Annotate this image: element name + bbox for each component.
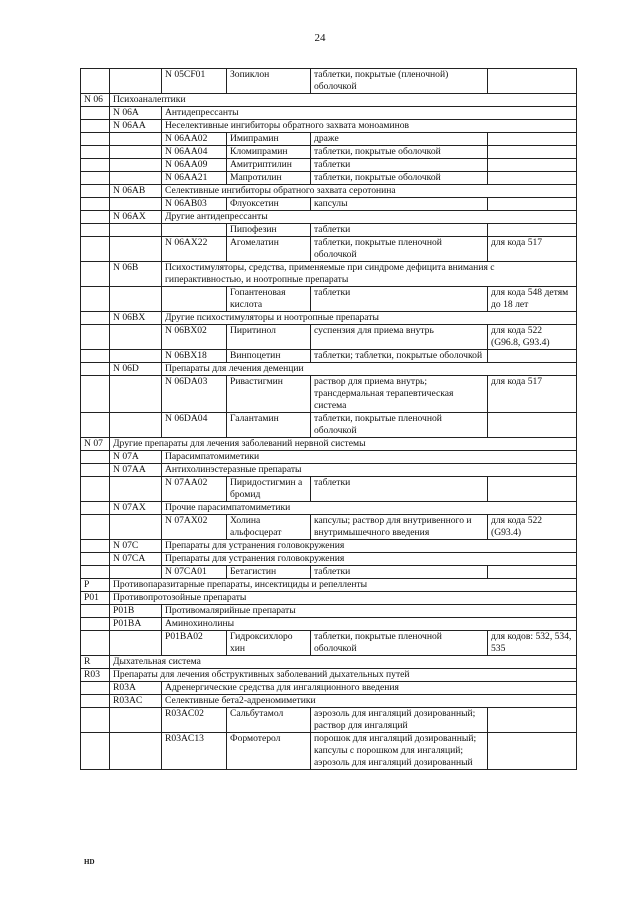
subgroup-code-cell <box>110 350 162 363</box>
table-row <box>81 464 577 477</box>
atc-code-cell: P01BA02 <box>162 631 227 656</box>
dosage-form-cell: суспензия для приема внутрь <box>311 325 488 350</box>
group-code-cell <box>81 363 110 376</box>
group-code-cell: P01 <box>81 592 110 605</box>
subgroup-code-cell <box>110 224 162 237</box>
group-title-cell: Адренергические средства для ингаляционного введения <box>162 682 577 695</box>
table-row <box>81 325 577 350</box>
group-title-cell: Противомалярийные препараты <box>162 605 577 618</box>
table-row <box>81 669 577 682</box>
subgroup-code-cell: N 06AB <box>110 185 162 198</box>
group-code-cell <box>81 146 110 159</box>
group-code-cell <box>81 107 110 120</box>
group-code-cell <box>81 515 110 540</box>
note-cell <box>488 198 577 211</box>
table-row <box>81 695 577 708</box>
subgroup-code-cell <box>110 198 162 211</box>
group-title-cell: Противопаразитарные препараты, инсектициды и репелленты <box>110 579 577 592</box>
note-cell <box>488 566 577 579</box>
group-title-cell: Парасимпатомиметики <box>162 451 577 464</box>
table-row <box>81 656 577 669</box>
drug-name-cell: Пиритинол <box>227 325 311 350</box>
drug-name-cell: Холина альфосцерат <box>227 515 311 540</box>
table-row <box>81 120 577 133</box>
subgroup-code-cell <box>110 325 162 350</box>
dosage-form-cell: таблетки; таблетки, покрытые оболочкой <box>311 350 488 363</box>
atc-code-cell: N 07AX02 <box>162 515 227 540</box>
dosage-form-cell: капсулы <box>311 198 488 211</box>
table-row <box>81 237 577 262</box>
table-row <box>81 631 577 656</box>
table-row <box>81 185 577 198</box>
group-title-cell: Селективные ингибиторы обратного захвата серотонина <box>162 185 577 198</box>
table-row <box>81 198 577 211</box>
atc-code-cell: N 07CA01 <box>162 566 227 579</box>
table-body <box>81 69 577 770</box>
note-cell <box>488 133 577 146</box>
table-row <box>81 211 577 224</box>
atc-code-cell: N 06BX02 <box>162 325 227 350</box>
group-code-cell <box>81 477 110 502</box>
table-row <box>81 287 577 312</box>
group-code-cell <box>81 566 110 579</box>
group-title-cell: Антидепрессанты <box>162 107 577 120</box>
subgroup-code-cell: N 07CA <box>110 553 162 566</box>
group-code-cell <box>81 553 110 566</box>
dosage-form-cell: таблетки, покрытые оболочкой <box>311 146 488 159</box>
subgroup-code-cell: P01B <box>110 605 162 618</box>
table-row <box>81 146 577 159</box>
drug-name-cell: Пиридостигмин а бромид <box>227 477 311 502</box>
group-code-cell <box>81 211 110 224</box>
group-code-cell <box>81 540 110 553</box>
subgroup-code-cell: N 07C <box>110 540 162 553</box>
group-title-cell: Антихолинэстеразные препараты <box>162 464 577 477</box>
dosage-form-cell: аэрозоль для ингаляций дозированный; раствор для ингаляций <box>311 708 488 733</box>
group-code-cell <box>81 451 110 464</box>
group-code-cell <box>81 502 110 515</box>
table-row <box>81 451 577 464</box>
table-row <box>81 592 577 605</box>
note-cell <box>488 708 577 733</box>
group-title-cell: Психоаналептики <box>110 94 577 107</box>
note-cell <box>488 477 577 502</box>
table-row <box>81 159 577 172</box>
group-title-cell: Прочие парасимпатомиметики <box>162 502 577 515</box>
subgroup-code-cell: N 07AA <box>110 464 162 477</box>
subgroup-code-cell <box>110 146 162 159</box>
group-title-cell: Другие психостимуляторы и ноотропные препараты <box>162 312 577 325</box>
table-row <box>81 502 577 515</box>
table-row <box>81 376 577 413</box>
table-row <box>81 413 577 438</box>
subgroup-code-cell: N 06D <box>110 363 162 376</box>
subgroup-code-cell: N 06BX <box>110 312 162 325</box>
table-row <box>81 682 577 695</box>
note-cell: для кода 517 <box>488 376 577 413</box>
table-row <box>81 312 577 325</box>
dosage-form-cell: таблетки, покрытые оболочкой <box>311 172 488 185</box>
note-cell <box>488 224 577 237</box>
table-row <box>81 553 577 566</box>
group-code-cell <box>81 312 110 325</box>
atc-code-cell: N 06BX18 <box>162 350 227 363</box>
atc-code-cell: R03AC02 <box>162 708 227 733</box>
group-title-cell: Противопротозойные препараты <box>110 592 577 605</box>
dosage-form-cell: таблетки, покрытые пленочной оболочкой <box>311 237 488 262</box>
group-code-cell <box>81 413 110 438</box>
drug-name-cell: Ривастигмин <box>227 376 311 413</box>
group-code-cell <box>81 631 110 656</box>
atc-code-cell: N 06AA21 <box>162 172 227 185</box>
footer-mark: HD <box>84 858 95 866</box>
table-row <box>81 618 577 631</box>
drug-name-cell: Сальбутамол <box>227 708 311 733</box>
group-title-cell: Другие антидепрессанты <box>162 211 577 224</box>
group-title-cell: Препараты для устранения головокружения <box>162 540 577 553</box>
drug-name-cell: Винпоцетин <box>227 350 311 363</box>
group-code-cell <box>81 733 110 770</box>
group-code-cell <box>81 159 110 172</box>
subgroup-code-cell <box>110 376 162 413</box>
group-code-cell: P <box>81 579 110 592</box>
subgroup-code-cell: R03AC <box>110 695 162 708</box>
group-title-cell: Дыхательная система <box>110 656 577 669</box>
dosage-form-cell: таблетки, покрытые пленочной оболочкой <box>311 631 488 656</box>
dosage-form-cell: таблетки <box>311 224 488 237</box>
group-title-cell: Неселективные ингибиторы обратного захвата моноаминов <box>162 120 577 133</box>
dosage-form-cell: таблетки, покрытые (пленочной) оболочкой <box>311 69 488 94</box>
table-row <box>81 107 577 120</box>
subgroup-code-cell <box>110 631 162 656</box>
dosage-form-cell: капсулы; раствор для внутривенного и внутримышечного введения <box>311 515 488 540</box>
dosage-form-cell: таблетки <box>311 159 488 172</box>
subgroup-code-cell <box>110 287 162 312</box>
group-title-cell: Препараты для устранения головокружения <box>162 553 577 566</box>
group-code-cell <box>81 695 110 708</box>
group-title-cell: Другие препараты для лечения заболеваний нервной системы <box>110 438 577 451</box>
group-title-cell: Селективные бета2-адреномиметики <box>162 695 577 708</box>
subgroup-code-cell: N 07AX <box>110 502 162 515</box>
note-cell <box>488 69 577 94</box>
group-title-cell: Препараты для лечения деменции <box>162 363 577 376</box>
group-title-cell: Препараты для лечения обструктивных заболеваний дыхательных путей <box>110 669 577 682</box>
group-code-cell <box>81 120 110 133</box>
subgroup-code-cell <box>110 69 162 94</box>
table-row <box>81 172 577 185</box>
atc-code-cell: N 06AA09 <box>162 159 227 172</box>
group-code-cell: N 07 <box>81 438 110 451</box>
group-code-cell <box>81 605 110 618</box>
table-row <box>81 262 577 287</box>
drug-name-cell: Пипофезин <box>227 224 311 237</box>
table-row <box>81 438 577 451</box>
table-row <box>81 350 577 363</box>
subgroup-code-cell: R03A <box>110 682 162 695</box>
page-number: 24 <box>314 32 326 44</box>
group-code-cell: N 06 <box>81 94 110 107</box>
subgroup-code-cell <box>110 413 162 438</box>
atc-code-cell: N 06DA04 <box>162 413 227 438</box>
group-code-cell: R <box>81 656 110 669</box>
table-row <box>81 133 577 146</box>
note-cell: для кода 522 (G96.8, G93.4) <box>488 325 577 350</box>
drug-name-cell: Имипрамин <box>227 133 311 146</box>
group-code-cell <box>81 325 110 350</box>
subgroup-code-cell <box>110 172 162 185</box>
group-code-cell <box>81 172 110 185</box>
drug-name-cell: Гопантеновая кислота <box>227 287 311 312</box>
subgroup-code-cell: P01BA <box>110 618 162 631</box>
subgroup-code-cell <box>110 708 162 733</box>
group-code-cell <box>81 133 110 146</box>
atc-code-cell <box>162 287 227 312</box>
table-row <box>81 579 577 592</box>
subgroup-code-cell: N 06AA <box>110 120 162 133</box>
group-title-cell: Психостимуляторы, средства, применяемые при синдроме дефицита внимания с гиперактивностью, и ноотропные препараты <box>162 262 577 287</box>
group-code-cell <box>81 69 110 94</box>
dosage-form-cell: драже <box>311 133 488 146</box>
subgroup-code-cell <box>110 515 162 540</box>
drug-name-cell: Кломипрамин <box>227 146 311 159</box>
table-row <box>81 605 577 618</box>
group-code-cell <box>81 262 110 287</box>
group-code-cell <box>81 708 110 733</box>
note-cell <box>488 172 577 185</box>
atc-code-cell: R03AC13 <box>162 733 227 770</box>
dosage-form-cell: таблетки, покрытые пленочной оболочкой <box>311 413 488 438</box>
group-code-cell <box>81 287 110 312</box>
subgroup-code-cell: N 06B <box>110 262 162 287</box>
drug-name-cell: Мапротилин <box>227 172 311 185</box>
table-row <box>81 515 577 540</box>
table-row <box>81 540 577 553</box>
note-cell: для кода 522 (G93.4) <box>488 515 577 540</box>
note-cell: для кода 548 детям до 18 лет <box>488 287 577 312</box>
table-row <box>81 69 577 94</box>
group-code-cell <box>81 682 110 695</box>
table-row <box>81 224 577 237</box>
subgroup-code-cell: N 06A <box>110 107 162 120</box>
group-code-cell: R03 <box>81 669 110 682</box>
note-cell <box>488 350 577 363</box>
atc-code-cell: N 06AA04 <box>162 146 227 159</box>
group-code-cell <box>81 376 110 413</box>
drug-name-cell: Формотерол <box>227 733 311 770</box>
table-row <box>81 477 577 502</box>
atc-code-cell: N 05CF01 <box>162 69 227 94</box>
note-cell: для кода 517 <box>488 237 577 262</box>
atc-code-cell: N 06AB03 <box>162 198 227 211</box>
drug-name-cell: Бетагистин <box>227 566 311 579</box>
dosage-form-cell: порошок для ингаляций дозированный; капсулы с порошком для ингаляций; аэрозоль для ингаляций дозированный <box>311 733 488 770</box>
atc-code-cell: N 07AA02 <box>162 477 227 502</box>
drug-name-cell: Гидроксихлоро хин <box>227 631 311 656</box>
subgroup-code-cell: N 06AX <box>110 211 162 224</box>
drug-name-cell: Зопиклон <box>227 69 311 94</box>
group-code-cell <box>81 464 110 477</box>
drug-classification-table <box>80 68 577 770</box>
group-code-cell <box>81 350 110 363</box>
note-cell <box>488 146 577 159</box>
group-code-cell <box>81 618 110 631</box>
subgroup-code-cell <box>110 566 162 579</box>
table-row <box>81 94 577 107</box>
group-code-cell <box>81 237 110 262</box>
subgroup-code-cell <box>110 133 162 146</box>
dosage-form-cell: раствор для приема внутрь; трансдермальная терапевтическая система <box>311 376 488 413</box>
note-cell <box>488 159 577 172</box>
table-row <box>81 708 577 733</box>
atc-code-cell: N 06AX22 <box>162 237 227 262</box>
dosage-form-cell: таблетки <box>311 287 488 312</box>
drug-name-cell: Флуоксетин <box>227 198 311 211</box>
atc-code-cell: N 06DA03 <box>162 376 227 413</box>
subgroup-code-cell <box>110 159 162 172</box>
group-title-cell: Аминохинолины <box>162 618 577 631</box>
subgroup-code-cell: N 07A <box>110 451 162 464</box>
table-row <box>81 733 577 770</box>
group-code-cell <box>81 185 110 198</box>
subgroup-code-cell <box>110 733 162 770</box>
note-cell: для кодов: 532, 534, 535 <box>488 631 577 656</box>
subgroup-code-cell <box>110 477 162 502</box>
drug-name-cell: Амитриптилин <box>227 159 311 172</box>
group-code-cell <box>81 198 110 211</box>
note-cell <box>488 413 577 438</box>
subgroup-code-cell <box>110 237 162 262</box>
atc-code-cell: N 06AA02 <box>162 133 227 146</box>
note-cell <box>488 733 577 770</box>
dosage-form-cell: таблетки <box>311 566 488 579</box>
table-row <box>81 363 577 376</box>
group-code-cell <box>81 224 110 237</box>
drug-name-cell: Галантамин <box>227 413 311 438</box>
dosage-form-cell: таблетки <box>311 477 488 502</box>
atc-code-cell <box>162 224 227 237</box>
table-row <box>81 566 577 579</box>
drug-name-cell: Агомелатин <box>227 237 311 262</box>
